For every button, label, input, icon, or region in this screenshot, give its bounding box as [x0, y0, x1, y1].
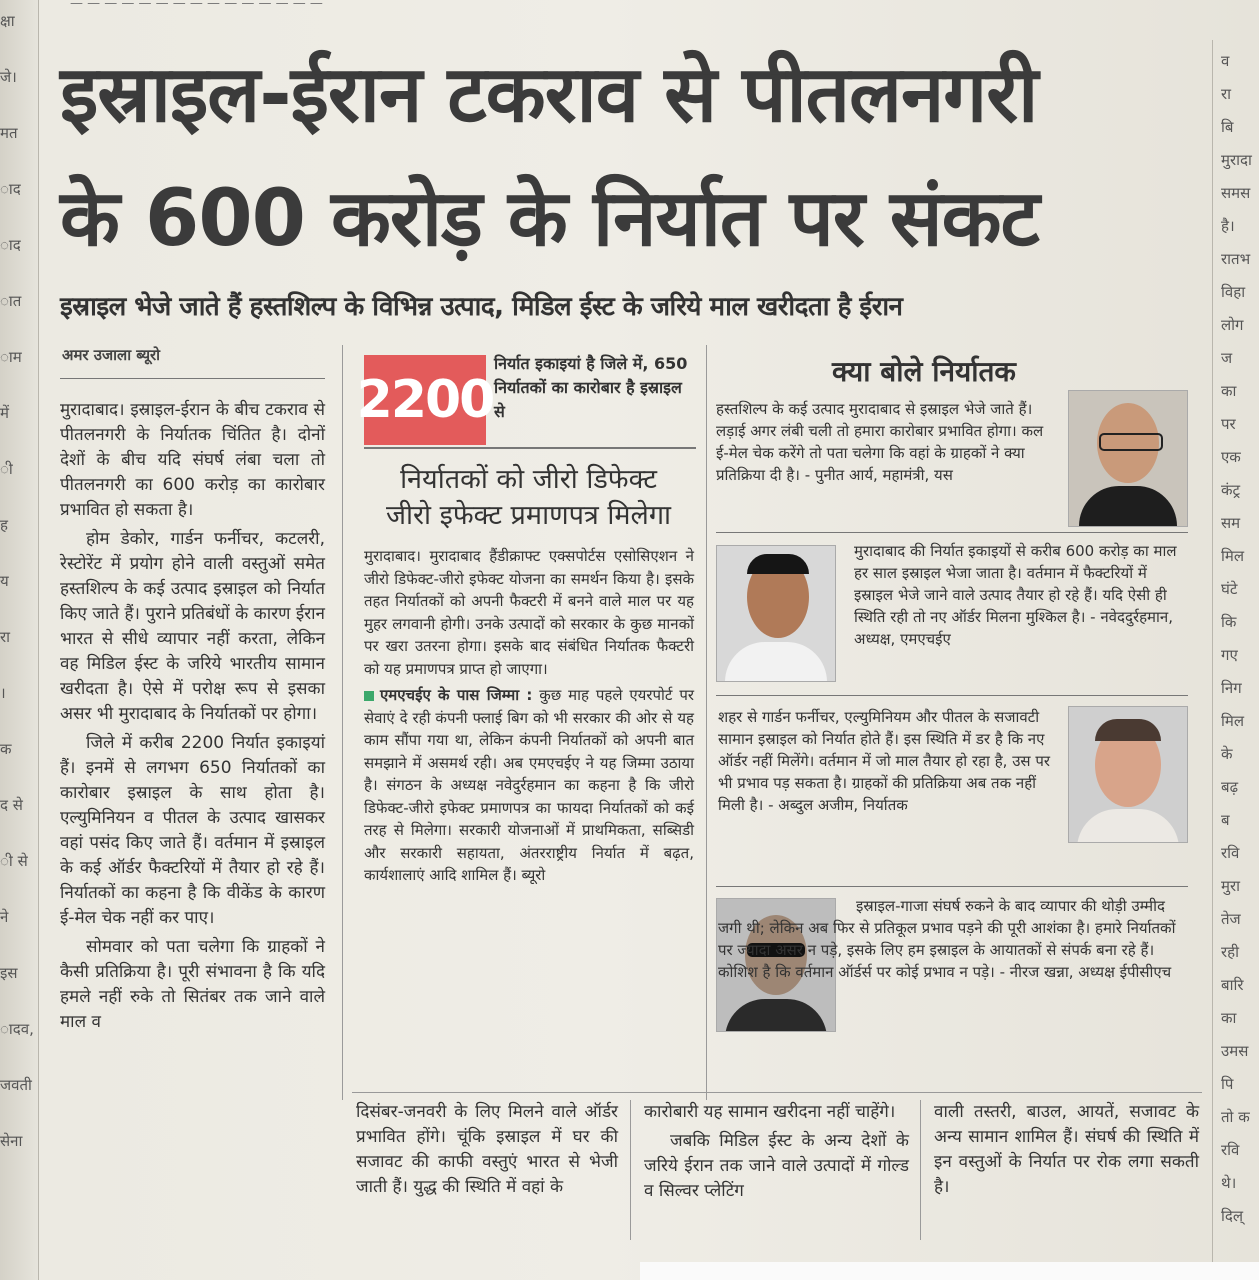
edge-fragment: समस [1221, 184, 1251, 202]
edge-fragment: कि [1221, 613, 1237, 631]
edge-fragment: मिल [1221, 712, 1245, 730]
edge-fragment: ने [0, 908, 9, 926]
edge-fragment: उमस [1221, 1042, 1249, 1060]
edge-fragment: पि [1221, 1075, 1234, 1093]
bottom-column-2 [644, 1100, 909, 1208]
sidebar-p2-head: एमएचईए के पास जिम्मा : [380, 686, 533, 704]
bullet-marker-icon [364, 691, 374, 701]
edge-fragment: विहा [1221, 283, 1246, 301]
sidebar-title-line1: निर्यातकों को जीरो डिफेक्ट [400, 464, 657, 495]
edge-fragment: मुरादा [1221, 151, 1252, 169]
edge-fragment: ज [1221, 349, 1233, 367]
quote-3: शहर से गार्डन फर्नीचर, एल्युमिनियम और पीतल के सजावटी सामान इस्राइल को निर्यात होते हैं। इस स्थिति में डर है कि नए ऑर्डर नहीं मिलेंगे। वर्तमान में जो माल तैयार हो रहा है, उस पर भी प्रभाव पड़ सकता है। ग्राहकों की प्रतिक्रिया अब तक नहीं मिली है। - अब्दुल अजीम, निर्यातक [718, 708, 1050, 814]
edge-fragment: बारि [1221, 976, 1244, 994]
portrait-photo-2 [716, 545, 836, 682]
main-story-p1: मुरादाबाद। इस्राइल-ईरान के बीच टकराव से पीतलनगरी के निर्यातक चिंतित है। दोनों देशों के बीच यदि संघर्ष लंबा चला तो पीतलनगरी का 600 करोड़ का कारोबार प्रभावित हो सकता है। [60, 400, 325, 520]
edge-fragment: इस [0, 964, 18, 982]
edge-fragment: ादव, [0, 1020, 34, 1038]
edge-fragment: थे। [1221, 1174, 1237, 1192]
byline: अमर उजाला ब्यूरो [62, 346, 161, 364]
edge-fragment: द से [0, 796, 23, 814]
left-edge-column [0, 0, 39, 1280]
edge-fragment: मिल [1221, 547, 1245, 565]
sidebar-title [356, 462, 701, 534]
edge-fragment: ात [0, 292, 22, 310]
bottom-c2a: कारोबारी यह सामान खरीदना नहीं चाहेंगे। [644, 1102, 896, 1122]
edge-fragment: ाम [0, 348, 22, 366]
edge-fragment: ाद [0, 236, 21, 254]
sidebar-title-line2: जीरो इफेक्ट प्रमाणपत्र मिलेगा [385, 500, 672, 531]
stat-number: 2200 [364, 355, 486, 445]
stat-text: निर्यात इकाइयां है जिले में, 650 निर्यातकों का कारोबार है इस्राइल से [494, 354, 688, 421]
headline-line-1: इस्राइल-ईरान टकराव से पीतलनगरी [60, 50, 1038, 140]
bottom-column-3 [934, 1100, 1199, 1204]
main-story-p4: सोमवार को पता चलेगा कि ग्राहकों ने कैसी प्रतिक्रिया है। पूरी संभावना है कि यदि हमले नहीं रुके तो सितंबर तक जाने वाले माल व [60, 937, 325, 1032]
edge-fragment: ह [0, 516, 8, 534]
edge-fragment: ब [1221, 811, 1230, 829]
column-divider [342, 345, 343, 1100]
edge-fragment: व [1221, 52, 1230, 70]
sidebar-p1: मुरादाबाद। मुरादाबाद हैंडीक्राफ्ट एक्सपोर्टस एसोसिएशन ने जीरो डिफेक्ट-जीरो इफेक्ट योजना का समर्थन किया है। इसके तहत निर्यातकों को अपनी फैक्टरी में बनने वाले माल पर यह मुहर लगवानी होगी। उनके उत्पादों को सरकार के कुछ मानकों पर खरा उतरना होगा। इसके बाद संबंधित निर्यातक फैक्टरी को यह प्रमाणपत्र प्राप्त हो जाएगा। [364, 547, 694, 678]
edge-fragment: मुरा [1221, 877, 1240, 895]
edge-fragment: घंटे [1221, 580, 1238, 598]
right-edge-column [1212, 40, 1259, 1280]
sidebar-p2-text: कुछ माह पहले एयरपोर्ट पर सेवाएं दे रही कंपनी फ्लाई बिग को भी सरकार की ओर से यह काम सौंपा गया था, लेकिन कंपनी निर्यातकों को अपनी बात समझाने में असमर्थ रही। अब एमएचईए ने यह जिम्मा उठाया है। संगठन के अध्यक्ष नवेदुर्रहमान का कहना है कि जीरो डिफेक्ट-जीरो इफेक्ट प्रमाणपत्र का फायदा निर्यातकों को कई तरह से मिलेगा। सरकारी योजनाओं में प्राथमिकता, सब्सिडी और सरकारी सहायता, अंतरराष्ट्रीय निर्यात में बढ़त, कार्यशालाएं आदि शामिल हैं। ब्यूरो [364, 686, 694, 884]
edge-fragment: रा [0, 628, 11, 646]
edge-fragment: का [1221, 1009, 1237, 1027]
edge-fragment: गए [1221, 646, 1238, 664]
bottom-divider-2 [920, 1100, 921, 1240]
edge-fragment: है। [1221, 217, 1235, 235]
edge-fragment: का [1221, 382, 1237, 400]
edge-fragment: दिल् [1221, 1207, 1244, 1225]
edge-fragment: ाद [0, 180, 21, 198]
top-cutoff-text: — — — — — — — — — — — — — — — [70, 0, 323, 11]
sidebar-p2 [364, 684, 694, 887]
bottom-divider-1 [630, 1100, 631, 1240]
edge-fragment: ी [0, 460, 13, 478]
edge-fragment: तेज [1221, 910, 1241, 928]
edge-fragment: पर [1221, 415, 1236, 433]
edge-fragment: रवि [1221, 844, 1240, 862]
byline-rule [60, 378, 325, 379]
edge-fragment: मत [0, 124, 18, 142]
edge-fragment: य [0, 572, 9, 590]
edge-fragment: रा [1221, 85, 1232, 103]
quote-4: इस्राइल-गाजा संघर्ष रुकने के बाद व्यापार की थोड़ी उम्मीद जगी थी; लेकिन अब फिर से प्रतिकूल प्रभाव पड़ने की पूरी आशंका है। हमारे निर्यातकों पर ज्यादा असर न पड़े, इसके लिए हम इस्राइल के आयातकों से संपर्क बना रहे हैं। कोशिश है कि वर्तमान ऑर्डर्स पर कोई प्रभाव न पड़े। - नीरज खन्ना, अध्यक्ष ईपीसीएच [718, 897, 1176, 981]
edge-fragment: क [0, 740, 12, 758]
subheadline: इस्राइल भेजे जाते हैं हस्तशिल्प के विभिन्न उत्पाद, मिडिल ईस्ट के जरिये माल खरीदता है ईरान [60, 292, 903, 322]
quote-rule-2 [716, 695, 1188, 696]
sidebar-column [364, 545, 694, 891]
quotes-heading: क्या बोले निर्यातक [832, 355, 1016, 388]
edge-fragment: बढ़ [1221, 778, 1239, 796]
edge-fragment: जवती [0, 1076, 32, 1094]
bottom-c1: दिसंबर-जनवरी के लिए मिलने वाले ऑर्डर प्रभावित होंगे। चूंकि इस्राइल में घर की सजावट की काफी वस्तुएं भारत से भेजी जाती हैं। युद्ध की स्थिति में वहां के [356, 1102, 618, 1197]
edge-fragment: जे। [0, 68, 17, 86]
main-story-column [60, 398, 325, 1039]
main-story-p2: होम डेकोर, गार्डन फर्नीचर, कटलरी, रेस्टोरेंट में प्रयोग होने वाली वस्तुओं समेत हस्तशिल्प के कई उत्पाद इस्राइल को निर्यात किए जाते हैं। पुराने प्रतिबंधों के कारण ईरान भारत से सीधे व्यापार नहीं करता, लेकिन वह मिडिल ईस्ट के जरिये भारतीय सामान खरीदता है। ऐसे में परोक्ष रूप से इसका असर भी मुरादाबाद के निर्यातकों पर होगा। [60, 529, 325, 724]
column-divider-2 [706, 345, 707, 1100]
quote-2: मुरादाबाद की निर्यात इकाइयों से करीब 600 करोड़ का माल हर साल इस्राइल भेजा जाता है। वर्तमान में फैक्टरियों में इस्राइल भेजे जाने वाले उत्पाद तैयार हो रहे हैं। यदि ऐसी ही स्थिति रही तो नए ऑर्डर मिलना मुश्किल है। - नवेददुर्रहमान, अध्यक्ष, एमएचईए [854, 542, 1177, 648]
edge-fragment: ी से [0, 852, 28, 870]
edge-fragment: । [0, 684, 6, 702]
edge-fragment: रातभ [1221, 250, 1251, 268]
edge-fragment: सेना [0, 1132, 23, 1150]
bottom-column-1 [356, 1100, 618, 1204]
edge-fragment: में [0, 404, 9, 422]
bottom-page-edge [640, 1262, 1259, 1280]
edge-fragment: एक [1221, 448, 1241, 466]
portrait-photo-3 [1068, 706, 1188, 843]
headline-line-2: के 600 करोड़ के निर्यात पर संकट [60, 174, 1039, 264]
edge-fragment: रवि [1221, 1141, 1240, 1159]
bottom-c3: वाली तस्तरी, बाउल, आयतें, सजावट के अन्य सामान शामिल हैं। संघर्ष की स्थिति में इन वस्तुओं के निर्यात पर रोक लगा सकती है। [934, 1102, 1199, 1197]
edge-fragment: के [1221, 745, 1233, 763]
portrait-photo-1 [1068, 390, 1188, 527]
edge-fragment: तो क [1221, 1108, 1250, 1126]
stat-rule [364, 447, 696, 449]
edge-fragment: निग [1221, 679, 1242, 697]
edge-fragment: सम [1221, 514, 1241, 532]
bottom-c2b: जबकि मिडिल ईस्ट के अन्य देशों के जरिये ईरान तक जाने वाले उत्पादों में गोल्ड व सिल्वर प्लेटिंग [644, 1131, 909, 1201]
quote-1: हस्तशिल्प के कई उत्पाद मुरादाबाद से इस्राइल भेजे जाते हैं। लड़ाई अगर लंबी चली तो हमारा कारोबार प्रभावित होगा। कल ई-मेल चेक करेंगे तो पता चलेगा कि वहां के ग्राहकों ने क्या प्रतिक्रिया दी है। - पुनीत आर्य, महामंत्री, यस [716, 400, 1044, 484]
edge-fragment: लोग [1221, 316, 1244, 334]
quote-rule-3 [716, 886, 1188, 887]
edge-fragment: क्षा [0, 12, 15, 30]
main-story-p3: जिले में करीब 2200 निर्यात इकाइयां हैं। इनमें से लगभग 650 निर्यातकों का कारोबार इस्राइल के साथ होता है। एल्युमिनियन व पीतल के उत्पाद खासकर वहां पसंद किए जाते हैं। वर्तमान में इस्राइल के कई ऑर्डर फैक्टरियों में तैयार हो रहे हैं। निर्यातकों का कहना है कि वीकेंड के कारण ई-मेल चेक नहीं कर पाए। [60, 733, 325, 928]
quote-rule-1 [716, 532, 1188, 533]
edge-fragment: रही [1221, 943, 1239, 961]
edge-fragment: कंट्र [1221, 481, 1241, 499]
bottom-rule [352, 1092, 1202, 1093]
edge-fragment: बि [1221, 118, 1234, 136]
